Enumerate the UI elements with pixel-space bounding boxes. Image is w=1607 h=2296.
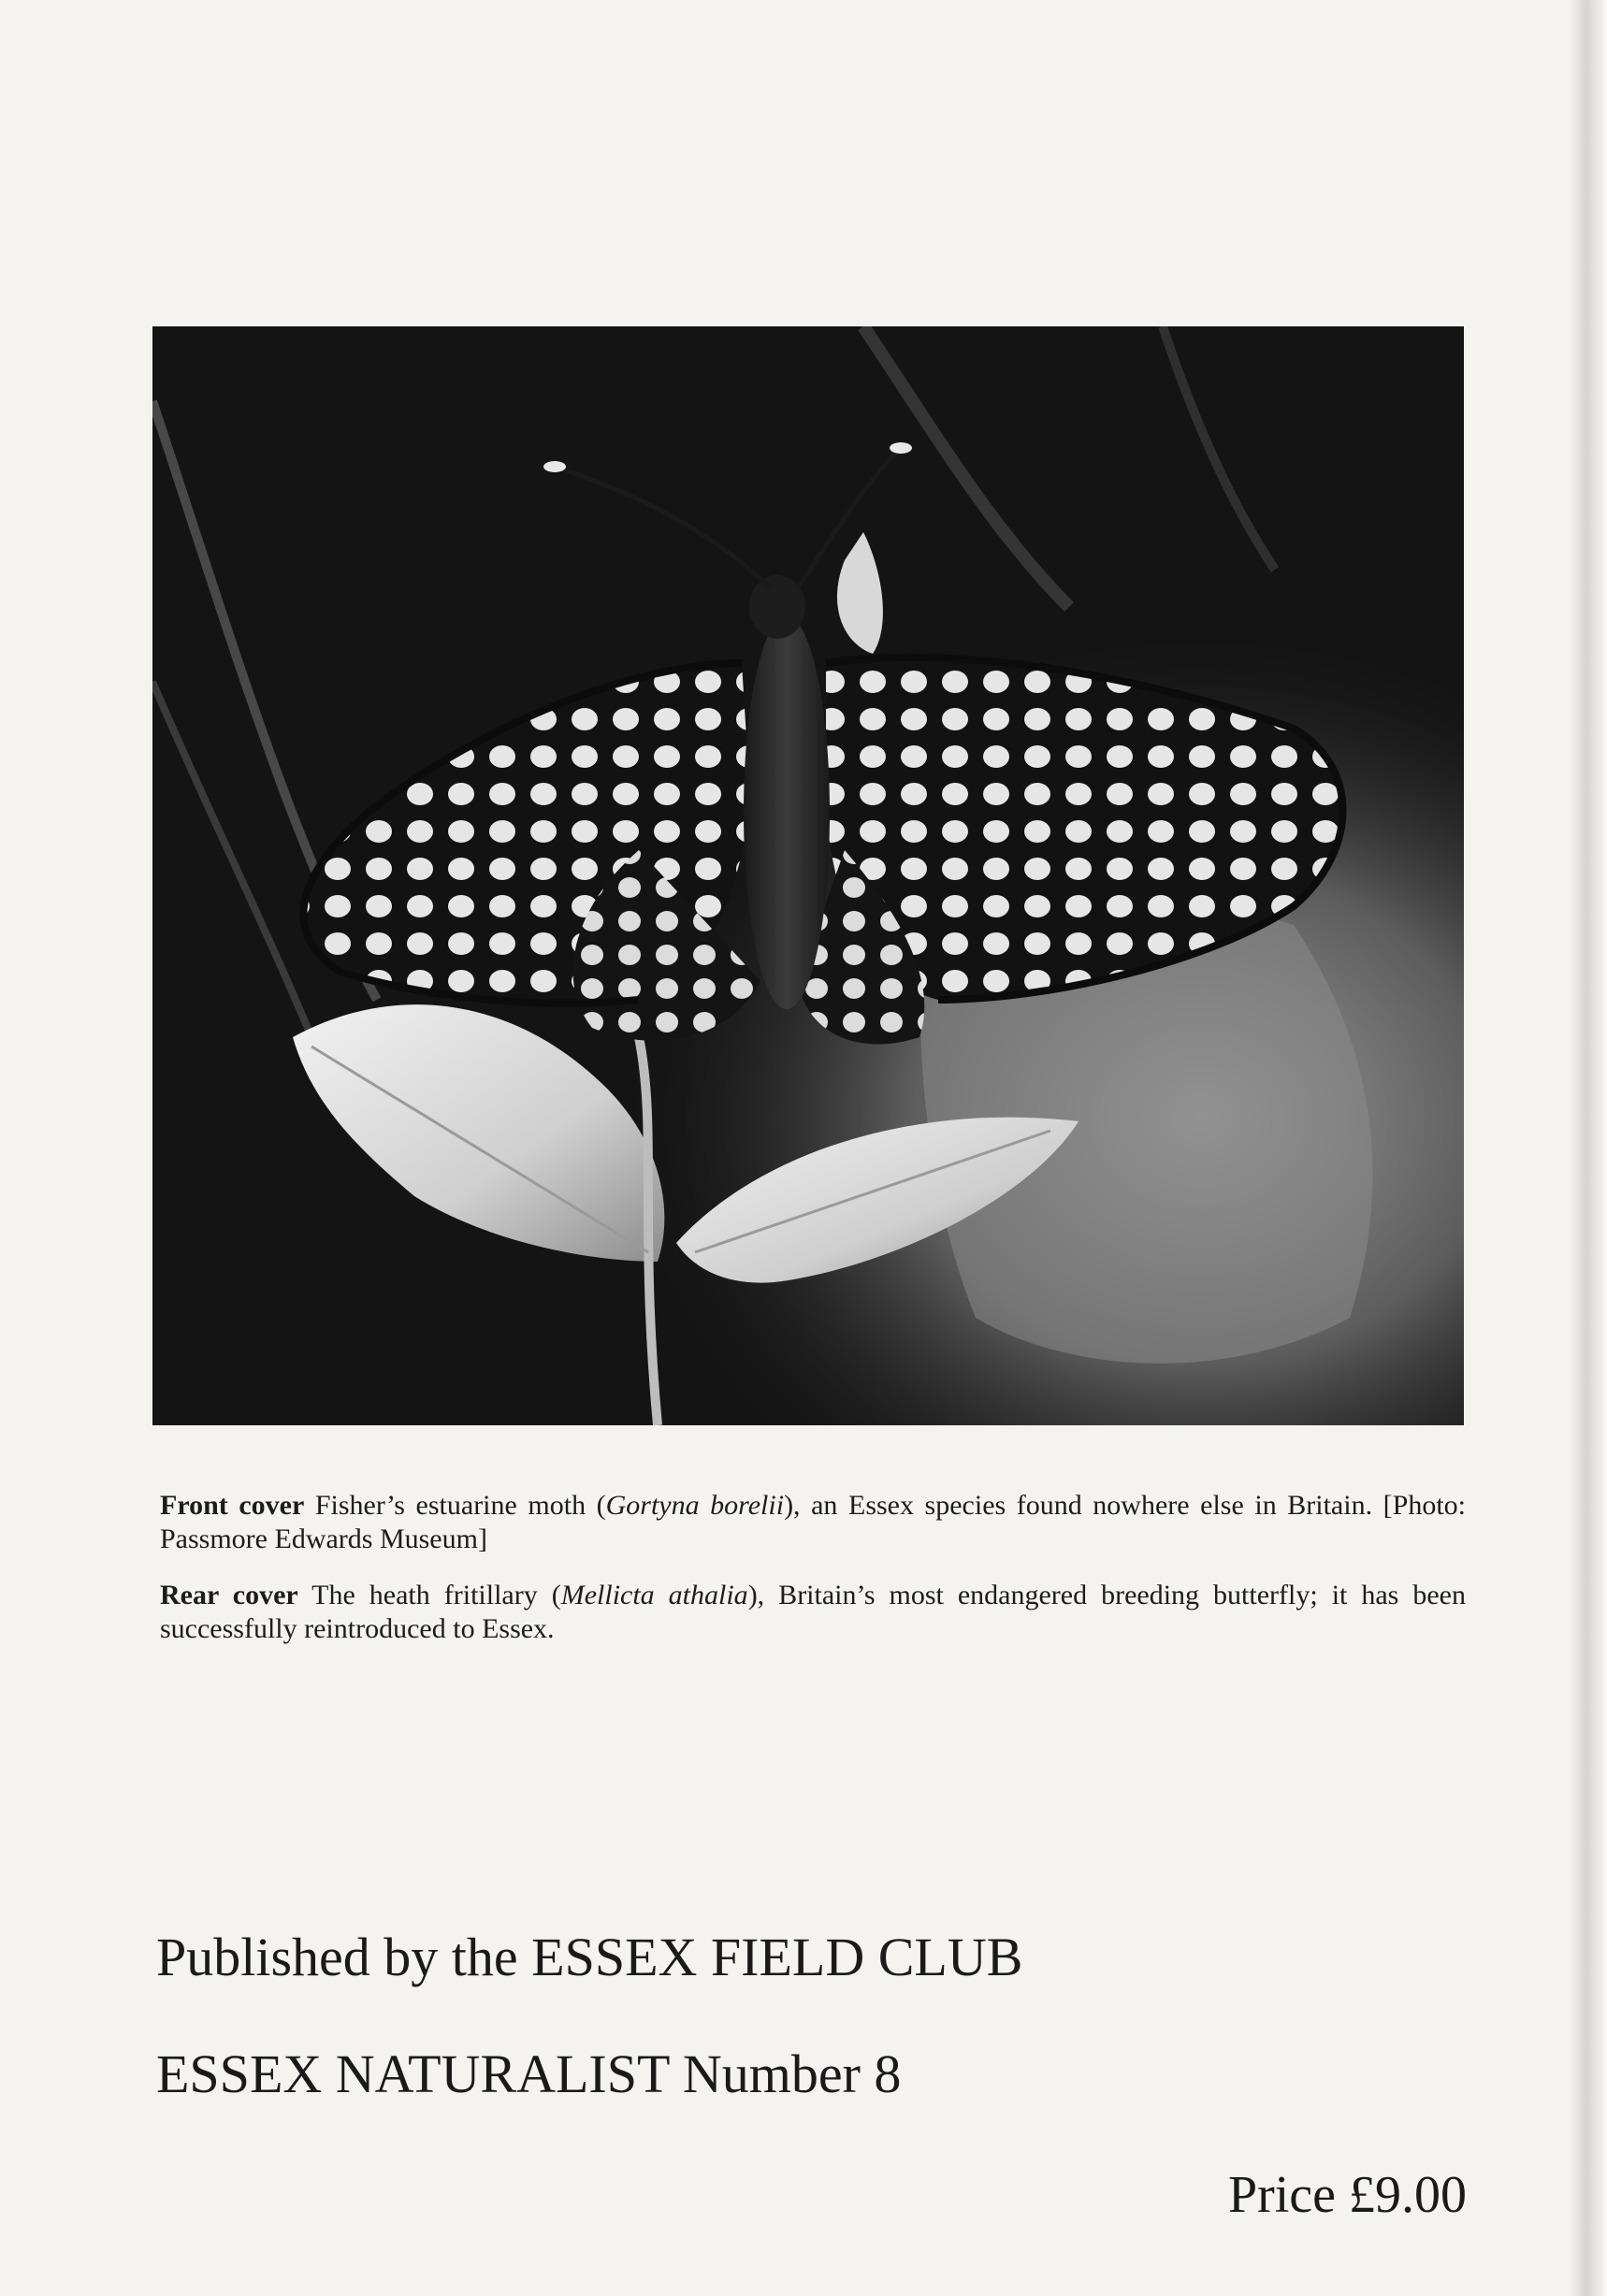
rear-cover-text-2: ), Britain’s most endangered breeding butterfly; it has been successfully reintroduced to Essex. xyxy=(160,1580,1466,1644)
publisher-line: Published by the ESSEX FIELD CLUB xyxy=(156,1927,1023,1987)
rear-cover-caption xyxy=(160,1579,1466,1646)
butterfly-photo xyxy=(152,326,1464,1425)
front-cover-caption xyxy=(160,1489,1466,1556)
front-cover-label: Front cover xyxy=(160,1490,305,1521)
rear-cover-label: Rear cover xyxy=(160,1580,298,1610)
rear-cover-text-1: The heath fritillary ( xyxy=(297,1580,561,1610)
butterfly-photo-illustration xyxy=(152,326,1464,1425)
rear-cover-species: Mellicta athalia xyxy=(560,1580,748,1610)
cover-captions xyxy=(156,1489,1466,1668)
front-cover-species: Gortyna borelii xyxy=(605,1490,785,1521)
front-cover-text-1: Fisher’s estuarine moth ( xyxy=(304,1490,606,1521)
price-label: Price £9.00 xyxy=(1227,2166,1467,2224)
front-cover-text-2: ), an Essex species found nowhere else in Britain. [Photo: Passmore Edwards Museum] xyxy=(160,1490,1466,1554)
magazine-title: ESSEX NATURALIST Number 8 xyxy=(156,2043,902,2104)
spine-shadow xyxy=(1570,0,1607,2296)
